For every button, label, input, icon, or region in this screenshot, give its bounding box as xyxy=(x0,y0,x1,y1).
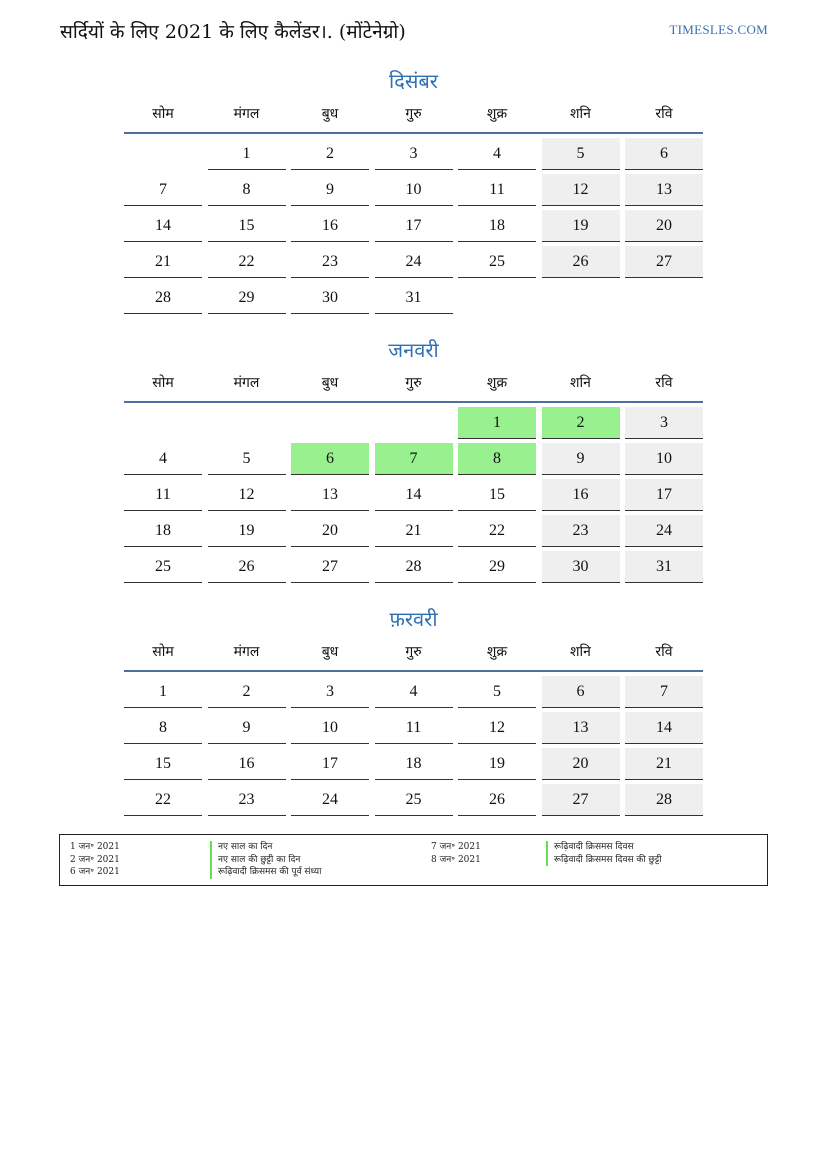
day-cell[interactable]: 24 xyxy=(625,515,703,547)
day-cell[interactable]: 18 xyxy=(458,210,536,242)
day-cell[interactable]: 1 xyxy=(458,407,536,439)
day-cell[interactable]: 6 xyxy=(625,138,703,170)
weekday-label: गुरु xyxy=(405,644,422,660)
day-cell[interactable]: 31 xyxy=(625,551,703,583)
weekday-label: बुध xyxy=(321,106,339,122)
day-cell[interactable]: 16 xyxy=(542,479,620,511)
holiday-date: 8 जन॰ 2021 xyxy=(431,854,481,865)
day-cell[interactable]: 10 xyxy=(375,174,453,206)
holiday-name: रूढ़िवादी क्रिसमस दिवस xyxy=(546,841,634,854)
legend-column-right xyxy=(431,841,662,866)
holiday-name: रूढ़िवादी क्रिसमस की पूर्व संध्या xyxy=(210,866,321,879)
week-row xyxy=(124,511,703,547)
week-row xyxy=(124,744,703,780)
holiday-date: 6 जन॰ 2021 xyxy=(70,867,120,877)
day-cell[interactable]: 19 xyxy=(542,210,620,242)
day-cell[interactable]: 29 xyxy=(458,551,536,583)
day-cell[interactable]: 11 xyxy=(375,712,453,744)
weekday-label: गुरु xyxy=(405,375,422,391)
day-cell[interactable]: 2 xyxy=(291,138,369,170)
day-cell[interactable]: 7 xyxy=(625,676,703,708)
month-block xyxy=(124,604,703,816)
day-cell[interactable]: 24 xyxy=(291,784,369,816)
day-cell[interactable]: 7 xyxy=(375,443,453,475)
day-cell[interactable]: 1 xyxy=(208,138,286,170)
weekday-label: शुक्र xyxy=(486,644,508,660)
legend-row xyxy=(70,866,322,879)
day-cell[interactable]: 31 xyxy=(375,282,453,314)
week-row xyxy=(124,672,703,708)
day-cell[interactable]: 6 xyxy=(291,443,369,475)
day-cell[interactable]: 8 xyxy=(458,443,536,475)
day-cell[interactable]: 17 xyxy=(625,479,703,511)
day-cell[interactable]: 14 xyxy=(625,712,703,744)
day-cell[interactable]: 26 xyxy=(208,551,286,583)
holiday-date: 1 जन॰ 2021 xyxy=(70,842,120,852)
day-cell[interactable]: 23 xyxy=(291,246,369,278)
day-cell[interactable]: 29 xyxy=(208,282,286,314)
day-cell[interactable]: 22 xyxy=(458,515,536,547)
holiday-date: 2 जन॰ 2021 xyxy=(70,854,120,865)
weekday-header xyxy=(124,102,703,134)
day-cell[interactable]: 25 xyxy=(375,784,453,816)
day-cell[interactable]: 7 xyxy=(124,174,202,206)
empty-day-cell xyxy=(542,282,620,314)
holiday-name: रूढ़िवादी क्रिसमस दिवस की छुट्टी xyxy=(546,854,662,867)
day-cell[interactable]: 2 xyxy=(542,407,620,439)
day-cell[interactable]: 24 xyxy=(375,246,453,278)
weekday-label: बुध xyxy=(321,375,339,391)
month-block xyxy=(124,335,703,583)
week-row xyxy=(124,206,703,242)
day-cell[interactable]: 9 xyxy=(291,174,369,206)
day-cell[interactable]: 4 xyxy=(124,443,202,475)
day-cell[interactable]: 13 xyxy=(542,712,620,744)
day-cell[interactable]: 17 xyxy=(375,210,453,242)
day-cell[interactable]: 15 xyxy=(124,748,202,780)
day-cell[interactable]: 11 xyxy=(124,479,202,511)
day-cell[interactable]: 28 xyxy=(124,282,202,314)
day-cell[interactable]: 5 xyxy=(458,676,536,708)
day-cell[interactable]: 18 xyxy=(375,748,453,780)
day-cell[interactable]: 27 xyxy=(625,246,703,278)
weekday-label: मंगल xyxy=(233,644,260,660)
week-row xyxy=(124,708,703,744)
day-cell[interactable]: 4 xyxy=(375,676,453,708)
day-cell[interactable]: 16 xyxy=(208,748,286,780)
weekday-label: सोम xyxy=(152,644,174,660)
day-cell[interactable]: 4 xyxy=(458,138,536,170)
weekday-header xyxy=(124,640,703,672)
week-row xyxy=(124,242,703,278)
day-cell[interactable]: 1 xyxy=(124,676,202,708)
legend-row xyxy=(431,841,634,854)
day-cell[interactable]: 13 xyxy=(291,479,369,511)
week-row xyxy=(124,278,703,314)
day-cell[interactable]: 27 xyxy=(291,551,369,583)
day-cell[interactable]: 28 xyxy=(375,551,453,583)
day-cell[interactable]: 30 xyxy=(542,551,620,583)
day-cell[interactable]: 21 xyxy=(124,246,202,278)
week-row xyxy=(124,170,703,206)
day-cell[interactable]: 23 xyxy=(208,784,286,816)
empty-day-cell xyxy=(208,407,286,439)
day-cell[interactable]: 8 xyxy=(124,712,202,744)
day-cell[interactable]: 22 xyxy=(124,784,202,816)
month-block xyxy=(124,66,703,314)
week-row xyxy=(124,134,703,170)
empty-day-cell xyxy=(124,138,202,170)
day-cell[interactable]: 18 xyxy=(124,515,202,547)
week-row xyxy=(124,475,703,511)
empty-day-cell xyxy=(458,282,536,314)
day-cell[interactable]: 9 xyxy=(208,712,286,744)
legend-row xyxy=(70,854,301,867)
day-cell[interactable]: 17 xyxy=(291,748,369,780)
day-cell[interactable]: 19 xyxy=(208,515,286,547)
day-cell[interactable]: 30 xyxy=(291,282,369,314)
day-cell[interactable]: 5 xyxy=(208,443,286,475)
day-cell[interactable]: 12 xyxy=(542,174,620,206)
empty-day-cell xyxy=(291,407,369,439)
day-cell[interactable]: 27 xyxy=(542,784,620,816)
month-name: फ़रवरी xyxy=(389,607,438,631)
day-cell[interactable]: 6 xyxy=(542,676,620,708)
day-cell[interactable]: 19 xyxy=(458,748,536,780)
week-row xyxy=(124,403,703,439)
month-name: दिसंबर xyxy=(389,69,438,93)
day-cell[interactable]: 14 xyxy=(124,210,202,242)
weekday-label: शनि xyxy=(570,644,591,660)
empty-day-cell xyxy=(625,282,703,314)
day-cell[interactable]: 23 xyxy=(542,515,620,547)
legend-row xyxy=(70,841,273,854)
weekday-label: सोम xyxy=(152,106,174,122)
empty-day-cell xyxy=(375,407,453,439)
week-row xyxy=(124,439,703,475)
day-cell[interactable]: 10 xyxy=(291,712,369,744)
month-name: जनवरी xyxy=(388,338,439,362)
page-header xyxy=(60,18,768,48)
weekday-label: शनि xyxy=(570,375,591,391)
weekday-label: सोम xyxy=(152,375,174,391)
day-cell[interactable]: 5 xyxy=(542,138,620,170)
holiday-name: नए साल का दिन xyxy=(210,841,272,854)
day-cell[interactable]: 21 xyxy=(375,515,453,547)
day-cell[interactable]: 26 xyxy=(542,246,620,278)
day-cell[interactable]: 2 xyxy=(208,676,286,708)
day-cell[interactable]: 25 xyxy=(124,551,202,583)
day-cell[interactable]: 3 xyxy=(625,407,703,439)
holiday-date: 7 जन॰ 2021 xyxy=(431,842,481,852)
day-cell[interactable]: 16 xyxy=(291,210,369,242)
weekday-label: गुरु xyxy=(405,106,422,122)
day-cell[interactable]: 12 xyxy=(458,712,536,744)
weekday-label: बुध xyxy=(321,644,339,660)
weekday-header xyxy=(124,371,703,403)
day-cell[interactable]: 8 xyxy=(208,174,286,206)
week-row xyxy=(124,780,703,816)
day-cell[interactable]: 25 xyxy=(458,246,536,278)
day-cell[interactable]: 11 xyxy=(458,174,536,206)
legend-column-left xyxy=(70,841,322,879)
day-cell[interactable]: 12 xyxy=(208,479,286,511)
site-link[interactable]: TIMESLES.COM xyxy=(669,22,768,37)
day-cell[interactable]: 13 xyxy=(625,174,703,206)
legend-row xyxy=(431,854,662,867)
day-cell[interactable]: 9 xyxy=(542,443,620,475)
day-cell[interactable]: 15 xyxy=(458,479,536,511)
weekday-label: रवि xyxy=(655,375,673,391)
day-cell[interactable]: 3 xyxy=(291,676,369,708)
day-cell[interactable]: 28 xyxy=(625,784,703,816)
weekday-label: मंगल xyxy=(233,106,260,122)
weekday-label: शुक्र xyxy=(486,375,508,391)
day-cell[interactable]: 15 xyxy=(208,210,286,242)
weekday-label: रवि xyxy=(655,106,673,122)
holiday-legend xyxy=(59,834,768,886)
week-row xyxy=(124,547,703,583)
day-cell[interactable]: 21 xyxy=(625,748,703,780)
day-cell[interactable]: 20 xyxy=(291,515,369,547)
weekday-label: रवि xyxy=(655,644,673,660)
weekday-label: मंगल xyxy=(233,375,260,391)
day-cell[interactable]: 14 xyxy=(375,479,453,511)
day-cell[interactable]: 26 xyxy=(458,784,536,816)
day-cell[interactable]: 20 xyxy=(625,210,703,242)
weekday-label: शुक्र xyxy=(486,106,508,122)
day-cell[interactable]: 20 xyxy=(542,748,620,780)
weekday-label: शनि xyxy=(570,106,591,122)
empty-day-cell xyxy=(124,407,202,439)
page-title: सर्दियों के लिए 2021 के लिए कैलेंडर।. (मोंटेनेग्रो) xyxy=(60,21,406,43)
day-cell[interactable]: 10 xyxy=(625,443,703,475)
day-cell[interactable]: 22 xyxy=(208,246,286,278)
day-cell[interactable]: 3 xyxy=(375,138,453,170)
holiday-name: नए साल की छुट्टी का दिन xyxy=(210,854,300,867)
